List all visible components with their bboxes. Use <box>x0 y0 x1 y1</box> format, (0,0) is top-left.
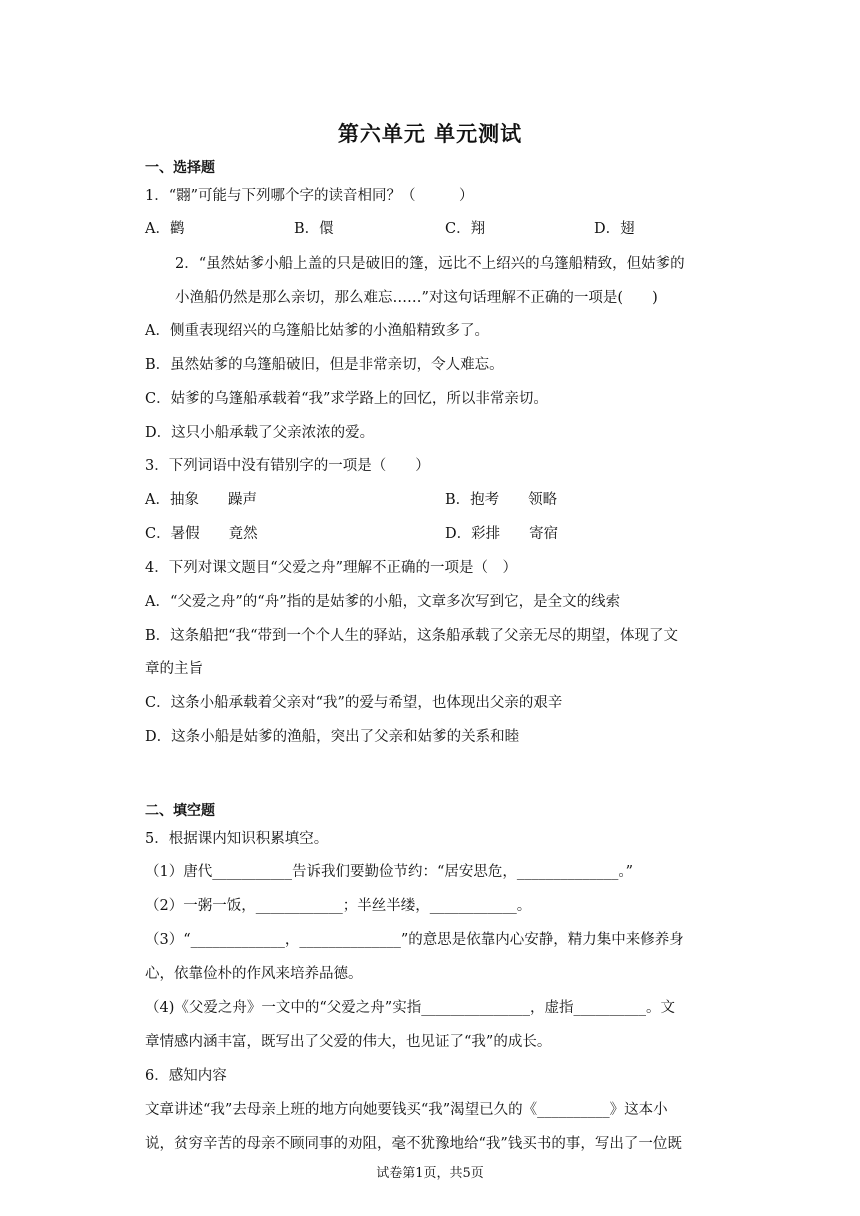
question-6-stem: 6．感知内容 <box>145 1068 227 1084</box>
q5-item-1: （1）唐代___________告诉我们要勤俭节约：“居安思危，______________。” <box>145 864 634 880</box>
q4-option-a: A．“父爱之舟”的“舟”指的是姑爹的小船，文章多次写到它，是全文的线索 <box>145 594 621 610</box>
q2-option-b: B．虽然姑爹的乌篷船破旧，但是非常亲切，令人难忘。 <box>145 357 504 373</box>
q2-option-c: C．姑爹的乌篷船承载着“我”求学路上的回忆，所以非常亲切。 <box>145 391 548 407</box>
question-2-stem-line-1: 2．“虽然姑爹小船上盖的只是破旧的篷，远比不上绍兴的乌篷船精致，但姑爹的 <box>175 256 685 272</box>
q6-line-1: 文章讲述“我”去母亲上班的地方向她要钱买“我”渴望已久的《__________》这本小 <box>145 1102 668 1118</box>
q4-option-b: B．这条船把“我“带到一个个人生的驿站，这条船承载了父亲无尽的期望，体现了文 <box>145 628 678 644</box>
section-heading-choice: 一、选择题 <box>145 160 215 176</box>
section-heading-fill: 二、填空题 <box>145 803 215 819</box>
q2-option-a: A．侧重表现绍兴的乌篷船比姑爹的小渔船精致多了。 <box>145 323 489 339</box>
q1-option-b: B．儇 <box>294 221 334 237</box>
question-3-stem: 3．下列词语中没有错别字的一项是（ ） <box>145 458 430 474</box>
q4-option-c: C．这条小船承载着父亲对“我”的爱与希望，也体现出父亲的艰辛 <box>145 695 563 711</box>
question-4-stem: 4．下列对课文题目“父爱之舟”理解不正确的一项是（ ） <box>145 560 518 576</box>
q1-option-d: D．翅 <box>594 221 635 237</box>
q2-option-d: D．这只小船承载了父亲浓浓的爱。 <box>145 425 375 441</box>
q5-item-3: （3）“_____________，______________”的意思是依靠内心安静，精力集中来修养身 <box>145 932 684 948</box>
question-5-stem: 5．根据课内知识积累填空。 <box>145 831 329 847</box>
page-title: 第六单元 单元测试 <box>337 122 523 146</box>
question-1-stem: 1．“翾”可能与下列哪个字的读音相同？（ ） <box>145 188 474 204</box>
q5-item-2: （2）一粥一饭，____________；半丝半缕，____________。 <box>145 898 532 914</box>
q3-option-a: A．抽象 躁声 <box>145 492 257 508</box>
q5-item-4-continued: 章情感内涵丰富，既写出了父爱的伟大，也见证了“我”的成长。 <box>145 1034 552 1050</box>
q3-option-d: D．彩排 寄宿 <box>445 526 559 542</box>
question-2-stem-line-2: 小渔船仍然是那么亲切，那么难忘……”对这句话理解不正确的一项是( ) <box>175 290 658 306</box>
q6-line-2: 说，贫穷辛苦的母亲不顾同事的劝阻，毫不犹豫地给“我”钱买书的事，写出了一位既 <box>145 1136 682 1152</box>
q3-option-c: C．暑假 竟然 <box>145 526 258 542</box>
q4-option-b-continued: 章的主旨 <box>145 661 203 677</box>
q4-option-d: D．这条小船是姑爹的渔船，突出了父亲和姑爹的关系和睦 <box>145 729 520 745</box>
q3-option-b: B．抱考 领略 <box>445 492 558 508</box>
q1-option-c: C．翔 <box>445 221 486 237</box>
q5-item-3-continued: 心，依靠俭朴的作风来培养品德。 <box>145 966 363 982</box>
q1-option-a: A．鹳 <box>145 221 185 237</box>
page-footer: 试卷第1页，共5页 <box>376 1166 484 1181</box>
q5-item-4: （4)《父爱之舟》一文中的“父爱之舟”实指_______________，虚指__________。文 <box>145 1000 675 1016</box>
